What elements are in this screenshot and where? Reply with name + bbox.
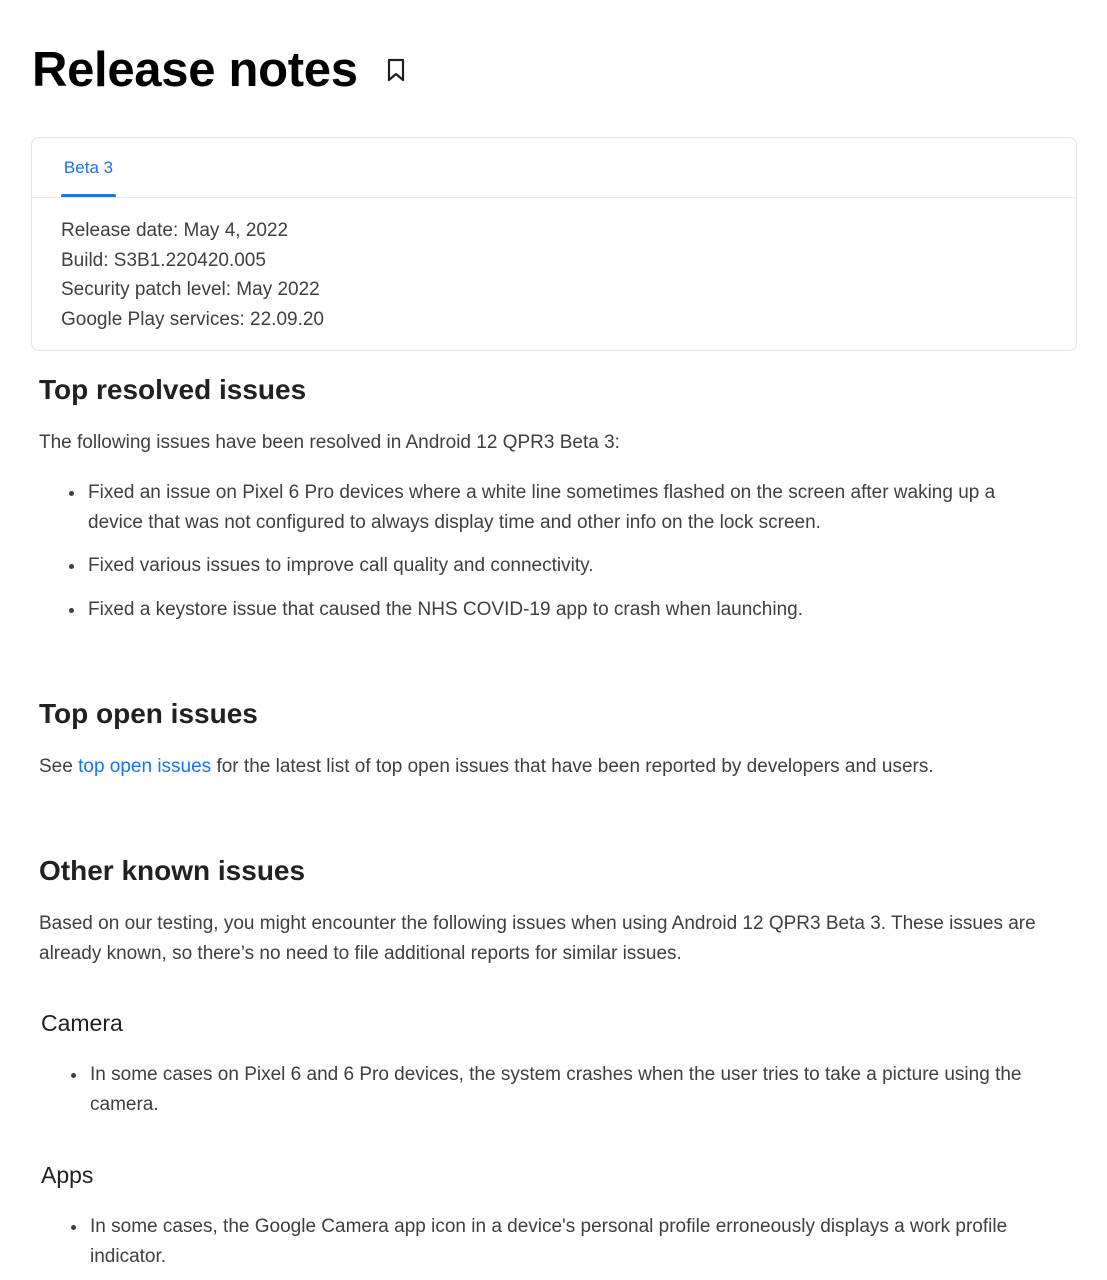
- page-header: [32, 40, 408, 100]
- release-date: Release date: May 4, 2022: [61, 220, 289, 241]
- apps-issues-list: [41, 1212, 1051, 1271]
- resolved-issues-list: [39, 478, 1049, 624]
- known-issues-intro: Based on our testing, you might encounter the following issues when using Android 12 QPR3 Beta 3. These issues are already known, so there’s no need to file additional reports for similar issues.: [39, 913, 1036, 964]
- tab-label: Beta 3: [63, 157, 114, 177]
- page-title: Release notes: [32, 43, 358, 97]
- open-issues-heading: Top open issues: [39, 698, 258, 729]
- bookmark-icon[interactable]: [384, 56, 408, 84]
- resolved-issues-heading: Top resolved issues: [39, 374, 307, 405]
- release-tab-card: [31, 137, 1077, 351]
- list-item: In some cases on Pixel 6 and 6 Pro devices, the system crashes when the user tries to take a picture using the camera.: [41, 1060, 1051, 1119]
- open-issues-text-after: for the latest list of top open issues that have been reported by developers and users.: [211, 756, 934, 777]
- tab-bar: [32, 138, 1076, 198]
- list-item: In some cases, the Google Camera app icon in a device's personal profile erroneously displays a work profile indicator.: [41, 1212, 1051, 1271]
- known-issues-heading: Other known issues: [39, 855, 306, 886]
- play-services-version: Google Play services: 22.09.20: [61, 308, 324, 330]
- list-item: Fixed an issue on Pixel 6 Pro devices where a white line sometimes flashed on the screen after waking up a device that was not configured to always display time and other info on the lock screen.: [39, 478, 1049, 537]
- open-issues-text-before: See: [39, 756, 79, 777]
- security-patch-level: Security patch level: May 2022: [61, 279, 320, 300]
- apps-heading: Apps: [41, 1162, 94, 1188]
- camera-issues-list: [41, 1060, 1051, 1119]
- tab-beta-3[interactable]: [61, 138, 116, 197]
- list-item: Fixed various issues to improve call quality and connectivity.: [39, 551, 1049, 581]
- resolved-issues-intro: The following issues have been resolved in Android 12 QPR3 Beta 3:: [39, 432, 620, 453]
- top-open-issues-link[interactable]: top open issues: [78, 756, 212, 777]
- open-issues-text: [39, 752, 1079, 782]
- tab-active-indicator: [61, 194, 116, 197]
- build-number: Build: S3B1.220420.005: [61, 249, 266, 271]
- camera-heading: Camera: [41, 1010, 123, 1036]
- release-info-panel: [61, 216, 324, 334]
- list-item: Fixed a keystore issue that caused the NHS COVID-19 app to crash when launching.: [39, 595, 1049, 625]
